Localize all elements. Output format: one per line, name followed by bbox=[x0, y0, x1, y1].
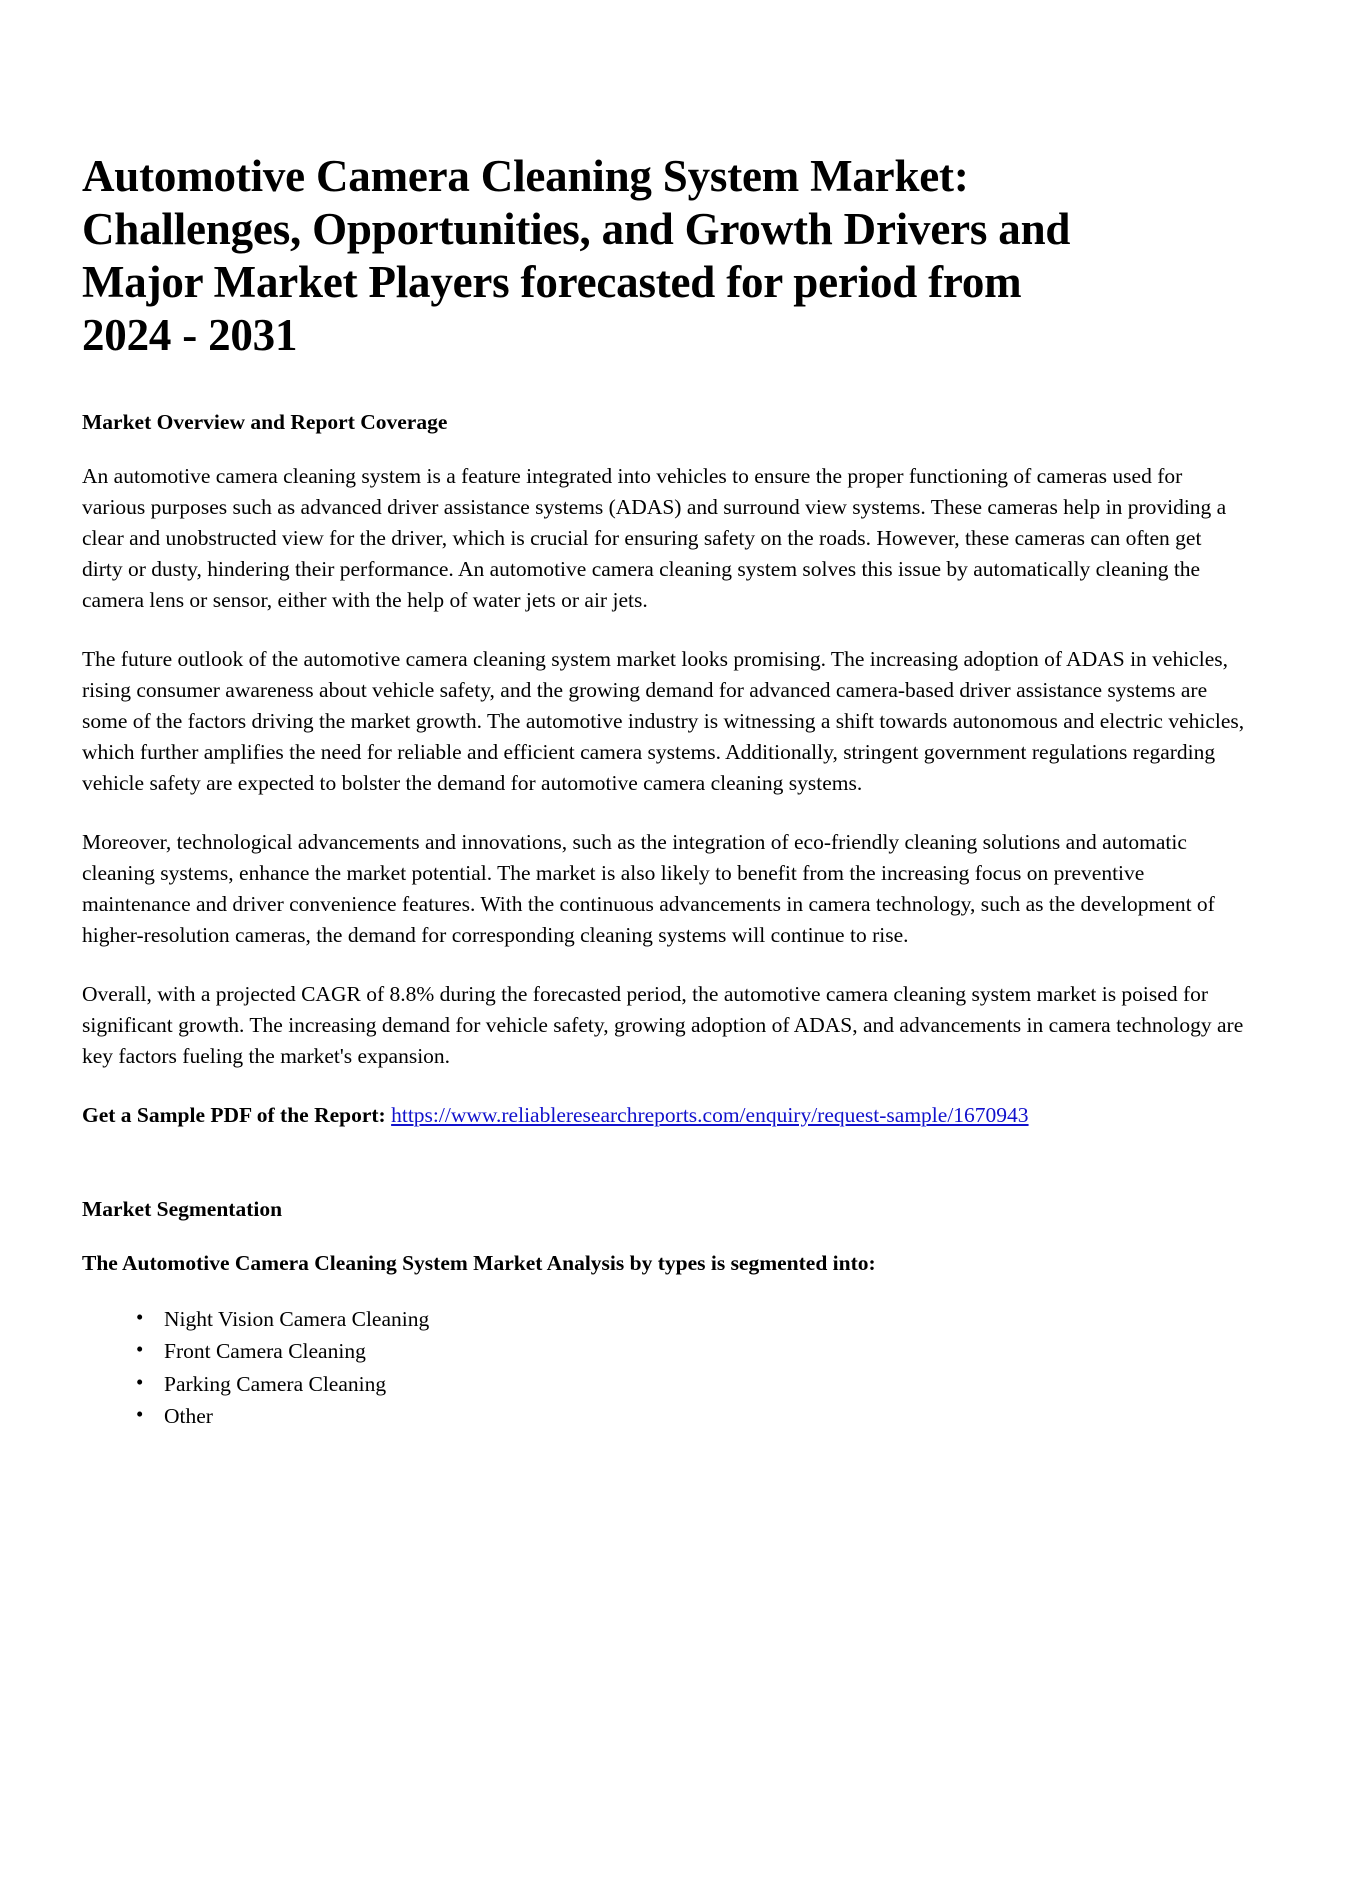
paragraph-market-definition: An automotive camera cleaning system is a feature integrated into vehicles to ensure the proper functioning of cameras used for various purposes such as advanced driver assistance systems (ADAS) and surround view systems. These cameras help in providing a clear and unobstructed view for the driver, which is crucial for ensuring safety on the roads. However, these cameras can often get dirty or dusty, hindering their performance. An automotive camera cleaning system solves this issue by automatically cleaning the camera lens or sensor, either with the help of water jets or air jets. bbox=[82, 464, 1227, 613]
sample-pdf-line bbox=[82, 1100, 1245, 1131]
segmentation-types-title: The Automotive Camera Cleaning System Market Analysis by types is segmented into: bbox=[82, 1250, 876, 1275]
sample-pdf-label: Get a Sample PDF of the Report: bbox=[82, 1102, 386, 1127]
list-item: • Other bbox=[136, 1401, 1245, 1432]
page-title: Automotive Camera Cleaning System Market: Challenges, Opportunities, and Growth Drivers and Major Market Players forecasted for period from 2024 - 2031 bbox=[82, 151, 1071, 361]
paragraph-technological-advancements: Moreover, technological advancements and innovations, such as the integration of eco-friendly cleaning solutions and automatic cleaning systems, enhance the market potential. The market is also likely to benefit from the increasing focus on preventive maintenance and driver convenience features. With the continuous advancements in camera technology, such as the development of higher-resolution cameras, the demand for corresponding cleaning systems will continue to rise. bbox=[82, 829, 1215, 947]
list-item: • Parking Camera Cleaning bbox=[136, 1369, 1245, 1400]
paragraph-cagr-outlook: Overall, with a projected CAGR of 8.8% during the forecasted period, the automotive camera cleaning system market is poised for significant growth. The increasing demand for vehicle safety, growing adoption of ADAS, and advancements in camera technology are key factors fueling the market's expansion. bbox=[82, 981, 1244, 1068]
section-heading-market-overview: Market Overview and Report Coverage bbox=[82, 410, 448, 435]
list-item: • Night Vision Camera Cleaning bbox=[136, 1304, 1245, 1335]
segmentation-types-list bbox=[82, 1304, 1245, 1432]
section-heading-market-segmentation: Market Segmentation bbox=[82, 1196, 283, 1221]
paragraph-future-outlook: The future outlook of the automotive camera cleaning system market looks promising. The increasing adoption of ADAS in vehicles, rising consumer awareness about vehicle safety, and the growing demand for advanced camera-based driver assistance systems are some of the factors driving the market growth. The automotive industry is witnessing a shift towards autonomous and electric vehicles, which further amplifies the need for reliable and efficient camera systems. Additionally, stringent government regulations regarding vehicle safety are expected to bolster the demand for automotive camera cleaning systems. bbox=[82, 647, 1245, 795]
list-item: • Front Camera Cleaning bbox=[136, 1336, 1245, 1367]
section-spacer bbox=[82, 1131, 1245, 1195]
request-sample-link[interactable]: https://www.reliableresearchreports.com/enquiry/request-sample/1670943 bbox=[391, 1102, 1029, 1127]
